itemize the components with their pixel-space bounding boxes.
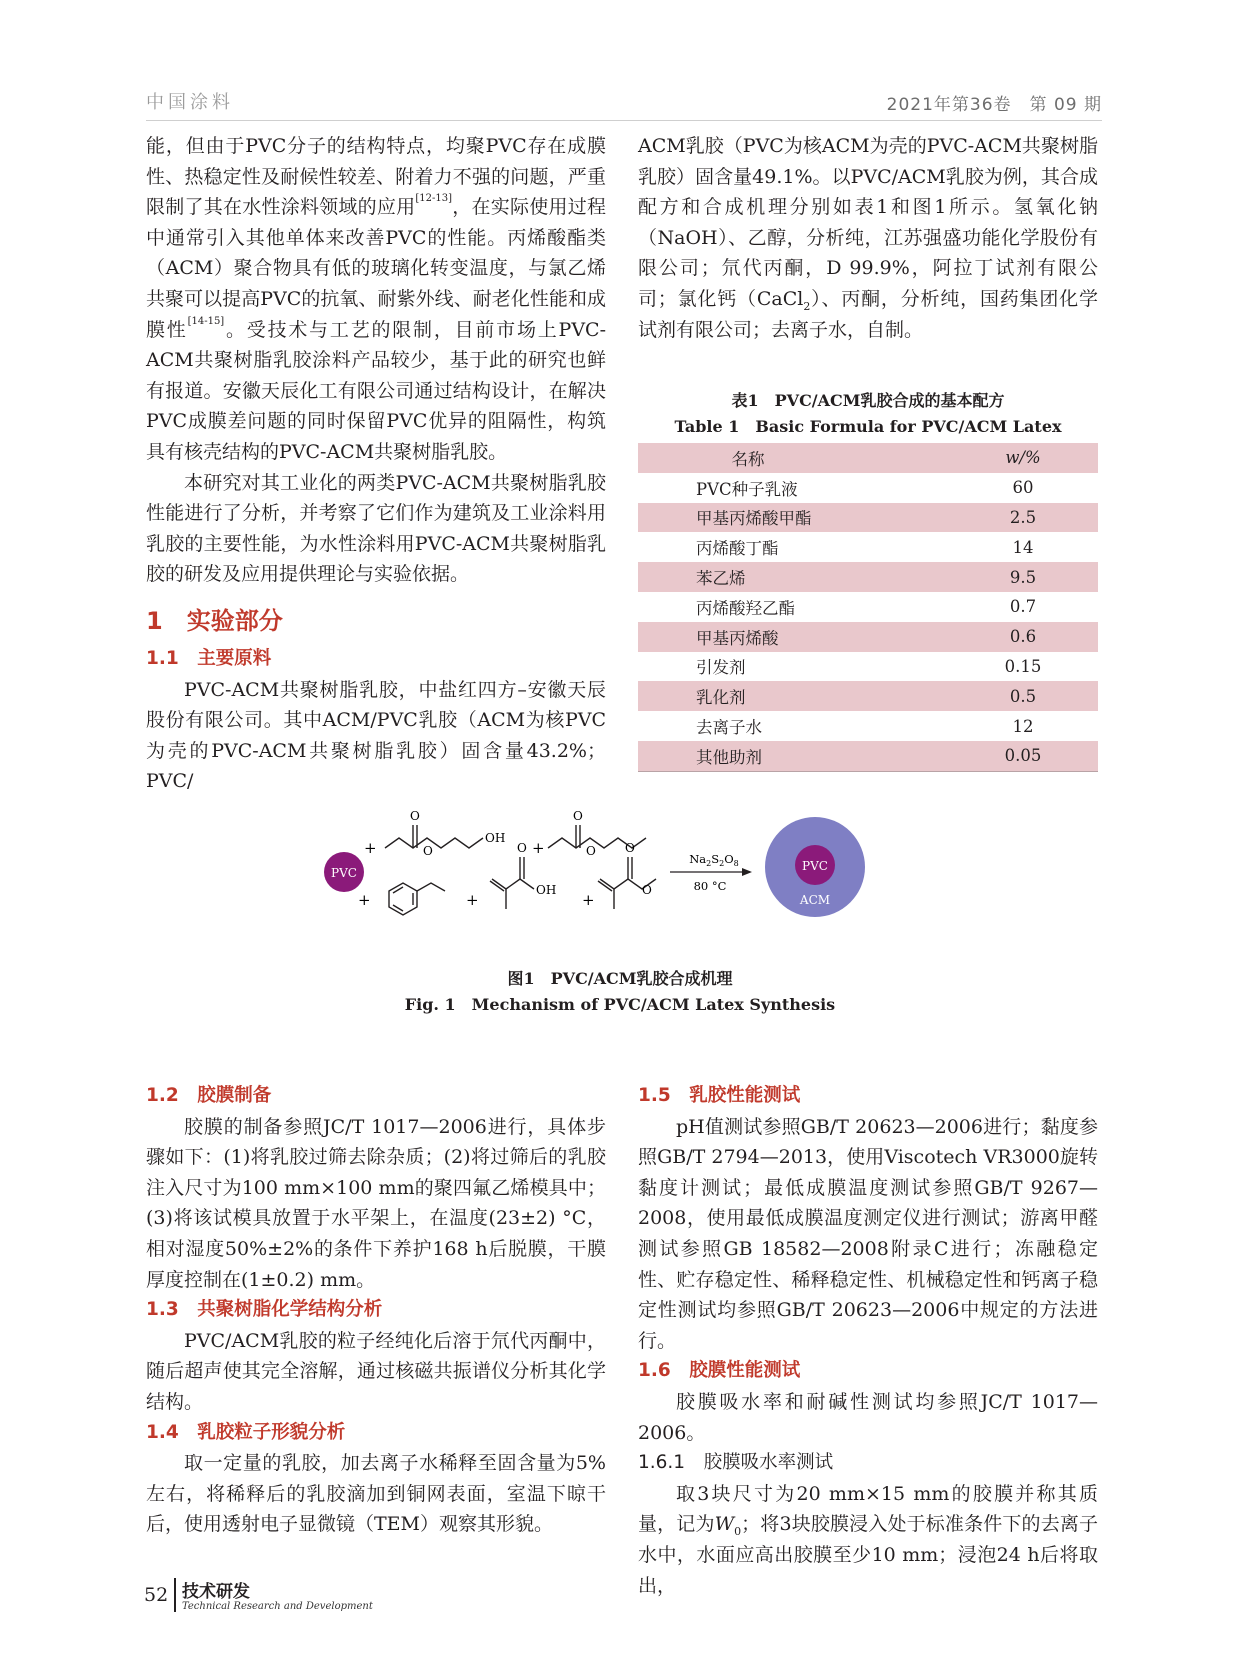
atom-o-4: O — [586, 844, 596, 858]
pvc-seed-label: PVC — [331, 866, 357, 880]
section-1-6-1-heading: 1.6.1 胶膜吸水率测试 — [638, 1452, 834, 1474]
ingredient-name: 引发剂 — [696, 658, 746, 678]
figure-1-caption-zh: 图1 PVC/ACM乳胶合成机理 — [507, 969, 733, 988]
atom-oh-1: OH — [485, 831, 506, 845]
monomer-structures — [385, 825, 656, 915]
atom-o-6: O — [625, 841, 635, 855]
mechanism-figure — [300, 805, 940, 955]
citation-14-15: [14-15] — [187, 315, 225, 327]
section-1-2-heading: 1.2 胶膜制备 — [146, 1085, 272, 1106]
ingredient-name: 其他助剂 — [696, 747, 762, 767]
atom-o-5: O — [517, 841, 527, 855]
temperature-label: 80 °C — [693, 879, 727, 893]
table-1-caption-zh: 表1 PVC/ACM乳胶合成的基本配方 — [731, 391, 1005, 410]
right-column-top — [638, 131, 1098, 345]
ingredient-name: 乳化剂 — [696, 688, 746, 708]
atom-o-2: O — [423, 844, 433, 858]
latex-test-paragraph: pH值测试参照GB/T 20623—2006进行；黏度参照GB/T 2794—2013，使用Viscotech VR3000旋转黏度计测试；最低成膜温度测试参照GB/T 9267—2008，使用最低成膜温度测定仪进行测试；游离甲醛测试参照GB 18582—2008附录C进行；冻融稳定性、贮存稳定性、稀释稳定性、机械稳定性和钙离子稳定性测试均参照GB/T 20623—2006中规定的方法进行。 — [638, 1115, 1098, 1352]
ingredient-name: 丙烯酸羟乙酯 — [696, 598, 795, 618]
ingredient-name: PVC种子乳液 — [696, 479, 798, 499]
section-1-6-heading: 1.6 胶膜性能测试 — [638, 1360, 801, 1382]
section-1-1-heading: 1.1 主要原料 — [146, 647, 272, 669]
table-header-row — [638, 443, 1098, 473]
morphology-paragraph: 取一定量的乳胶，加去离子水稀释至固含量为5%左右，将稀释后的乳胶滴加到铜网表面，室温下晾干后，使用透射电子显微镜（TEM）观察其形貌。 — [146, 1452, 606, 1536]
ingredient-fraction: 14 — [1012, 537, 1034, 557]
plus-1: + — [364, 839, 377, 857]
plus-3: + — [358, 891, 371, 909]
atom-o-1: O — [410, 809, 420, 823]
section-label-zh: 技术研发 — [182, 1582, 250, 1602]
table-row — [638, 681, 1098, 711]
section-label-en: Technical Research and Development — [182, 1601, 373, 1612]
shell-label: ACM — [799, 893, 831, 907]
ingredient-fraction: 60 — [1012, 478, 1034, 498]
arrow-head — [742, 868, 752, 876]
study-paragraph: 本研究对其工业化的两类PVC-ACM共聚树脂乳胶性能进行了分析，并考察了它们作为建筑及工业涂料用乳胶的主要性能，为水性涂料用PVC-ACM共聚树脂乳胶的研发及应用提供理论与实验依据。 — [146, 471, 606, 586]
footer-divider — [174, 1578, 176, 1612]
table-1-caption-en: Table 1 Basic Formula for PVC/ACM Latex Synthesis — [674, 417, 1062, 462]
left-column-top — [146, 131, 606, 797]
water-absorption-paragraph: 取3块尺寸为20 mm×15 mm的胶膜并称其质量，记为$W_0$；将3块胶膜浸入处于标准条件下的去离子水中，水面应高出胶膜至少10 mm；浸泡24 h后将取出， — [638, 1482, 1098, 1597]
table-row — [638, 592, 1098, 622]
ingredient-name: 丙烯酸丁酯 — [696, 539, 779, 559]
table-row — [638, 652, 1098, 682]
ingredient-fraction: 0.6 — [1009, 627, 1037, 647]
journal-name: 中国涂料 — [146, 92, 234, 113]
table-row — [638, 562, 1098, 592]
table-row — [638, 741, 1098, 771]
ingredient-fraction: 2.5 — [1009, 507, 1037, 527]
figure-1-caption-en: Fig. 1 Mechanism of PVC/ACM Latex Synthesis — [404, 995, 836, 1014]
film-prep-paragraph: 胶膜的制备参照JC/T 1017—2006进行，具体步骤如下：(1)将乳胶过筛去除杂质；(2)将过筛后的乳胶注入尺寸为100 mm×100 mm的聚四氟乙烯模具中；(3)将该试模具放置于水平架上，在温度(23±2) °C，相对湿度50%±2%的条件下养护168 h后脱膜，干膜厚度控制在(1±0.2) mm。 — [146, 1115, 606, 1291]
ingredient-fraction: 0.05 — [1004, 746, 1042, 766]
ingredient-name: 苯乙烯 — [696, 569, 746, 589]
formula-table — [638, 443, 1098, 772]
plus-4: + — [466, 891, 479, 909]
materials-continued-paragraph: ACM乳胶（PVC为核ACM为壳的PVC-ACM共聚树脂乳胶）固含量49.1%。以PVC/ACM乳胶为例，其合成配方和合成机理分别如表1和图1所示。氢氧化钠（NaOH）、乙醇，分析纯，江苏强盛功能化学股份有限公司；氘代丙酮，D 99.9%，阿拉丁试剂有限公司；氯化钙（CaCl$_2$）、丙酮，分析纯，国药集团化学试剂有限公司；去离子水，自制。 — [638, 135, 1098, 341]
atom-o-7: O — [642, 883, 652, 897]
ingredient-fraction: 9.5 — [1009, 567, 1037, 587]
atom-oh-2: OH — [536, 883, 557, 897]
materials-paragraph: PVC-ACM共聚树脂乳胶，中盐红四方–安徽天辰股份有限公司。其中ACM/PVC乳胶（ACM为核PVC为壳的PVC-ACM共聚树脂乳胶）固含量43.2%；PVC/ — [146, 678, 606, 793]
table-row — [638, 532, 1098, 562]
left-column-bottom — [146, 1081, 606, 1540]
section-1-heading: 1 实验部分 — [146, 606, 283, 635]
atom-o-3: O — [573, 809, 583, 823]
section-1-5-heading: 1.5 乳胶性能测试 — [638, 1085, 801, 1106]
table-row — [638, 503, 1098, 533]
core-label: PVC — [802, 859, 828, 873]
ingredient-name: 甲基丙烯酸 — [696, 628, 779, 648]
citation-12-13: [12-13] — [415, 193, 453, 205]
issue-info: 2021年第36卷 第 09 期 — [886, 95, 1102, 115]
ingredient-fraction: 12 — [1012, 716, 1034, 736]
page-number: 52 — [144, 1584, 169, 1606]
section-1-3-heading: 1.3 共聚树脂化学结构分析 — [146, 1299, 383, 1321]
plus-2: + — [532, 839, 545, 857]
section-1-4-heading: 1.4 乳胶粒子形貌分析 — [146, 1421, 346, 1443]
ingredient-fraction: 0.7 — [1009, 597, 1037, 617]
col-w-header: w/% — [1005, 448, 1041, 468]
col-name-header: 名称 — [731, 449, 765, 469]
reagent-label: $Na_2S_2O_8$ — [689, 852, 739, 868]
ingredient-name: 去离子水 — [696, 718, 762, 738]
table-row — [638, 622, 1098, 652]
table-row — [638, 711, 1098, 741]
table-row — [638, 473, 1098, 503]
structure-analysis-paragraph: PVC/ACM乳胶的粒子经纯化后溶于氘代丙酮中，随后超声使其完全溶解，通过核磁共振谱仪分析其化学结构。 — [146, 1329, 606, 1413]
ingredient-fraction: 0.15 — [1004, 656, 1042, 676]
header-rule — [146, 120, 1102, 121]
ingredient-fraction: 0.5 — [1009, 686, 1037, 706]
intro-paragraph: 能，但由于PVC分子的结构特点，均聚PVC存在成膜性、热稳定性及耐候性较差、附着力不强的问题，严重限制了其在水性涂料领域的应用[12-13]，在实际使用过程中通常引入其他单体来改善PVC的性能。丙烯酸酯类（ACM）聚合物具有低的玻璃化转变温度，与氯乙烯共聚可以提高PVC的抗氧、耐紫外线、耐老化性能和成膜性[14-15]。受技术与工艺的限制，目前市场上PVC-ACM共聚树脂乳胶涂料产品较少，基于此的研究也鲜有报道。安徽天辰化工有限公司通过结构设计，在解决PVC成膜差问题的同时保留PVC优异的阻隔性，构筑具有核壳结构的PVC-ACM共聚树脂乳胶。 — [146, 135, 606, 463]
right-column-bottom — [638, 1081, 1098, 1601]
film-test-paragraph: 胶膜吸水率和耐碱性测试均参照JC/T 1017—2006。 — [638, 1390, 1098, 1444]
ingredient-name: 甲基丙烯酸甲酯 — [696, 509, 812, 529]
plus-5: + — [582, 891, 595, 909]
